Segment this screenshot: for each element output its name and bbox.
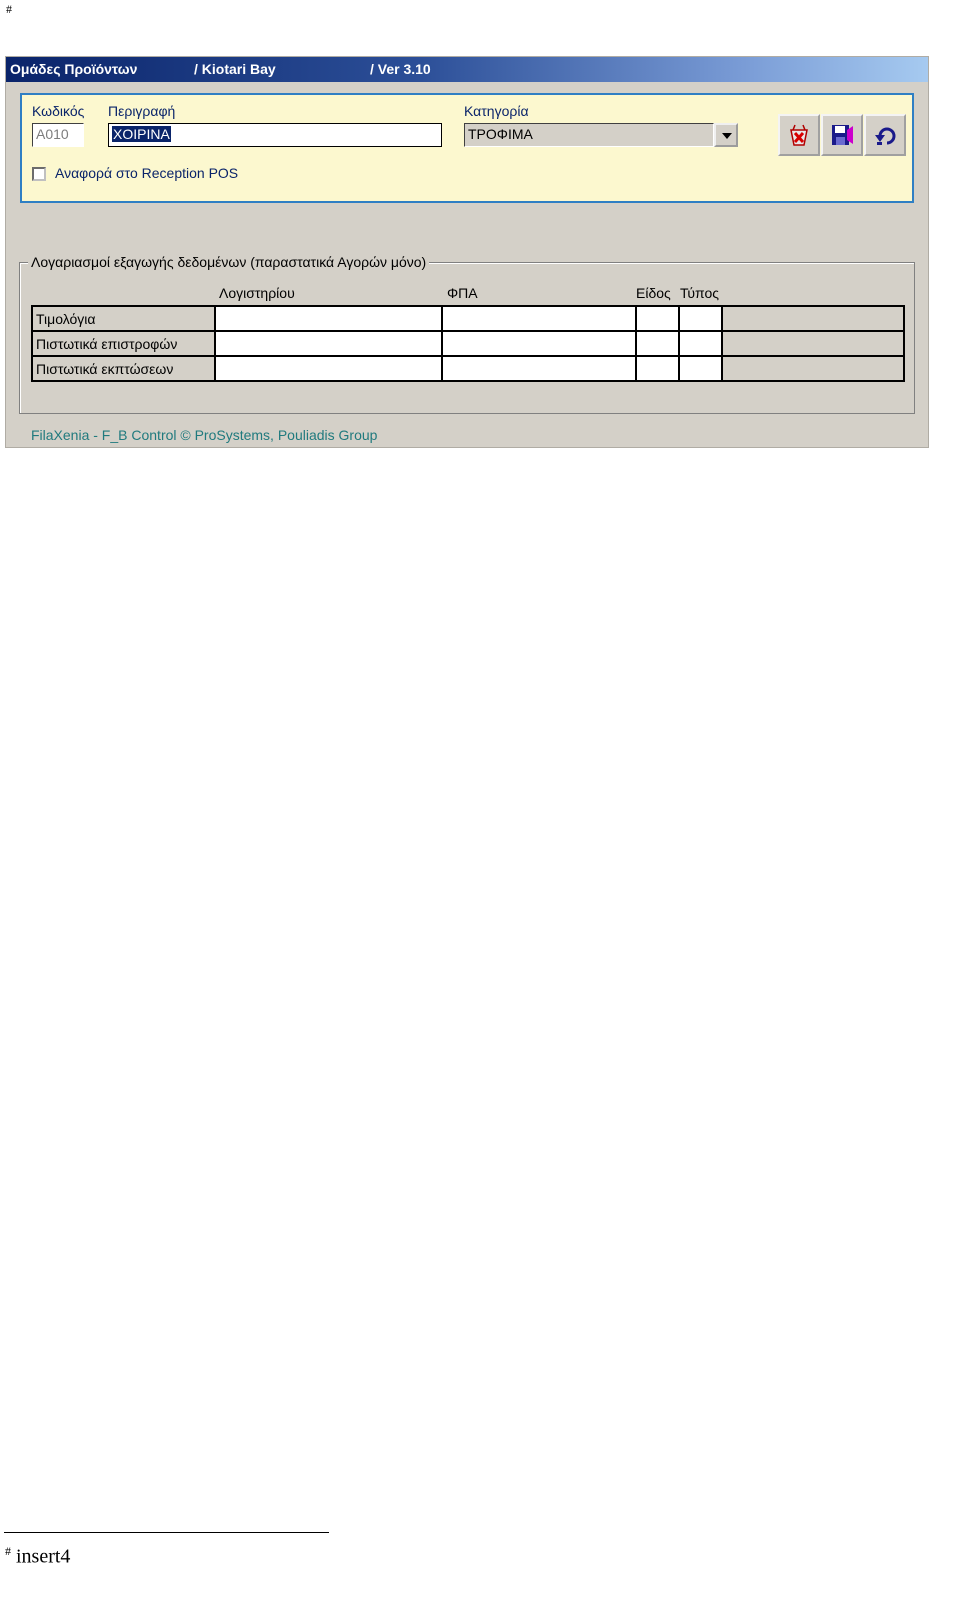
window-title-version: / Ver 3.10 <box>370 61 431 77</box>
row-filler <box>722 331 904 356</box>
code-label: Κωδικός <box>32 103 85 119</box>
category-label: Κατηγορία <box>464 103 529 119</box>
cell-vat[interactable] <box>442 331 636 356</box>
title-bar <box>6 57 928 82</box>
description-field[interactable] <box>108 123 442 147</box>
row-label-discount-credits: Πιστωτικά εκπτώσεων <box>32 356 215 381</box>
delete-button[interactable] <box>778 114 820 156</box>
cell-accounting[interactable] <box>215 331 442 356</box>
save-button[interactable] <box>821 114 863 156</box>
export-accounts-table <box>31 305 905 382</box>
cell-type[interactable] <box>679 331 722 356</box>
delete-basket-icon <box>787 123 811 147</box>
window-title: Ομάδες Προϊόντων <box>10 61 138 77</box>
export-accounts-legend: Λογαριασμοί εξαγωγής δεδομένων (παραστατικά Αγορών μόνο) <box>28 254 429 270</box>
row-filler <box>722 356 904 381</box>
footer-credits: FilaXenia - F_B Control © ProSystems, Pouliadis Group <box>31 427 378 443</box>
table-row <box>32 356 904 381</box>
window-title-hotel: / Kiotari Bay <box>194 61 276 77</box>
table-row <box>32 331 904 356</box>
cell-accounting[interactable] <box>215 306 442 331</box>
undo-button[interactable] <box>864 114 906 156</box>
cell-accounting[interactable] <box>215 356 442 381</box>
cell-kind[interactable] <box>636 331 679 356</box>
cell-kind[interactable] <box>636 356 679 381</box>
footnote-divider <box>4 1532 329 1533</box>
category-dropdown-button[interactable] <box>714 123 738 147</box>
cell-type[interactable] <box>679 356 722 381</box>
column-header-vat: ΦΠΑ <box>447 285 478 301</box>
reception-pos-label: Αναφορά στο Reception POS <box>55 165 239 181</box>
column-header-accounting: Λογιστηρίου <box>219 285 295 301</box>
save-disk-icon <box>830 123 854 147</box>
description-value: ΧΟΙΡΙΝΑ <box>113 126 170 142</box>
header-panel <box>20 93 914 203</box>
cell-kind[interactable] <box>636 306 679 331</box>
column-header-type: Τύπος <box>680 285 719 301</box>
row-filler <box>722 306 904 331</box>
description-label: Περιγραφή <box>108 103 176 119</box>
cell-vat[interactable] <box>442 306 636 331</box>
cell-vat[interactable] <box>442 356 636 381</box>
reception-pos-checkbox[interactable] <box>32 167 46 181</box>
page-mark: # <box>6 2 12 16</box>
table-row <box>32 306 904 331</box>
undo-arrow-icon <box>873 123 897 147</box>
footnote-mark: # <box>5 1544 11 1558</box>
footnote-text: insert4 <box>16 1545 71 1568</box>
column-header-kind: Είδος <box>636 285 671 301</box>
cell-type[interactable] <box>679 306 722 331</box>
row-label-return-credits: Πιστωτικά επιστροφών <box>32 331 215 356</box>
code-field[interactable]: A010 <box>32 123 84 147</box>
category-select[interactable]: ΤΡΟΦΙΜΑ <box>464 123 714 147</box>
export-accounts-group <box>19 254 915 414</box>
row-label-invoices: Τιμολόγια <box>32 306 215 331</box>
footnote <box>5 1544 70 1569</box>
product-groups-window <box>5 56 929 448</box>
